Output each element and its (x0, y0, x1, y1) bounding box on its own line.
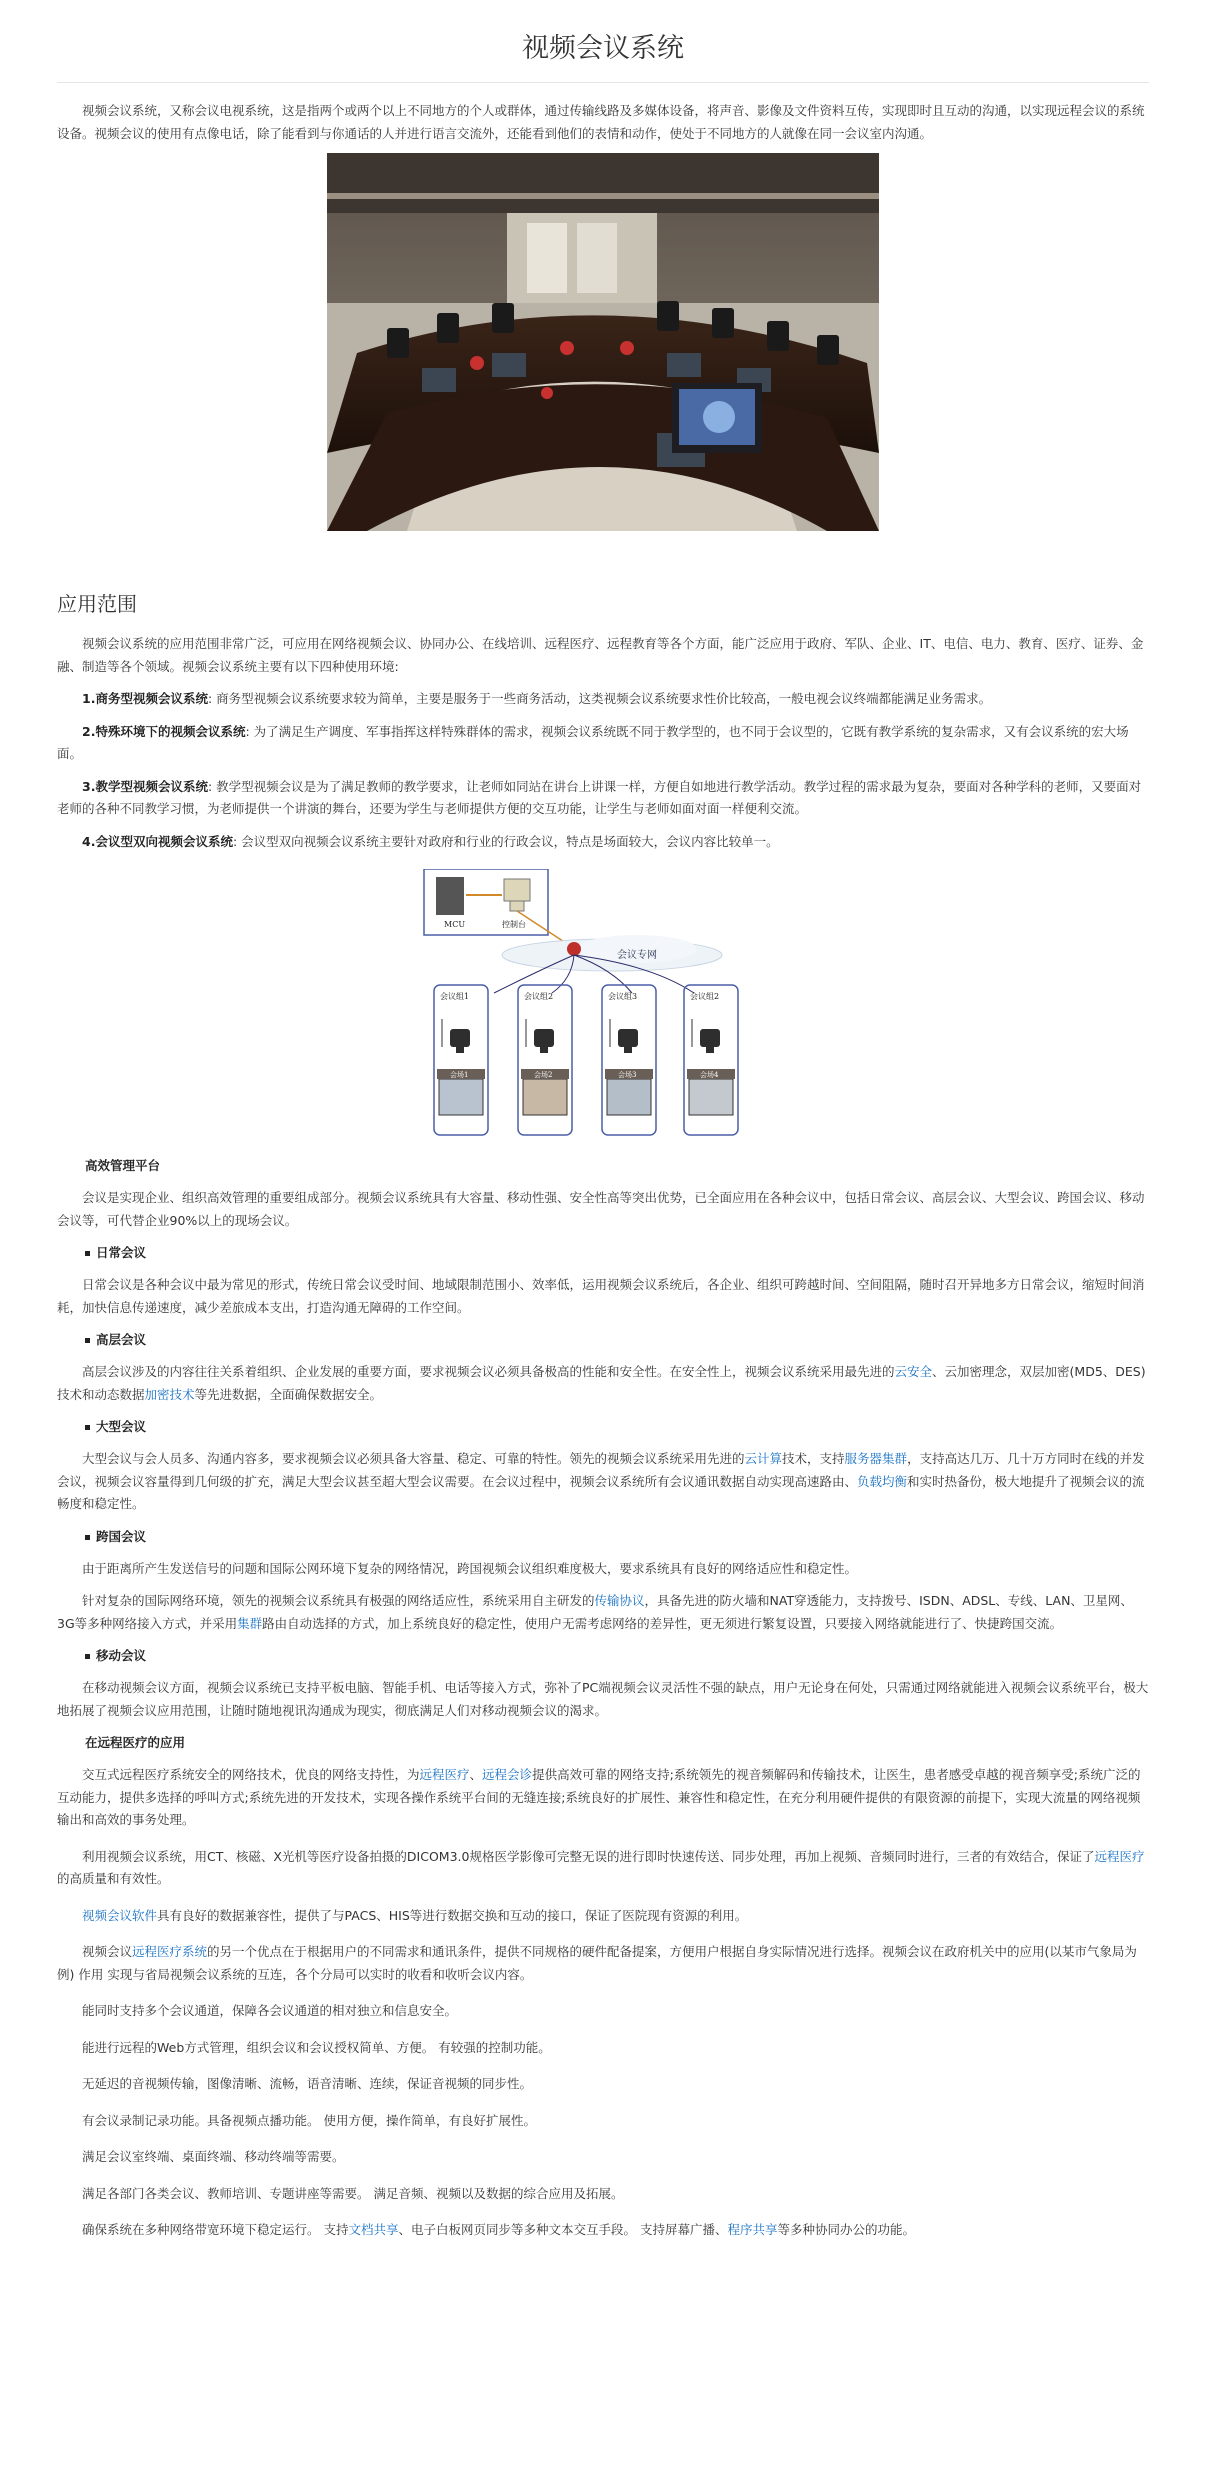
type-4-text: : 会议型双向视频会议系统主要针对政府和行业的行政会议，特点是场面较大，会议内容比较单一。 (232, 833, 779, 849)
type-3 (57, 776, 1149, 821)
type-3-text: : 教学型视频会议是为了满足教师的教学要求，让老师如同站在讲台上讲课一样，方便自如地进行教学活动。教学过程的需求最为复杂，要面对各种学科的老师，又要面对老师的各种不同教学习惯，为老师提供一个讲演的舞台，还要为学生与老师提供方便的交互功能，让学生与老师如面对面一样便利交流。 (57, 778, 1142, 816)
type-1-text: : 商务型视频会议系统要求较为简单，主要是服务于一些商务活动，这类视频会议系统要求性价比较高，一般电视会议终端都能满足业务需求。 (207, 691, 992, 706)
cross-text-1: 由于距离所产生发送信号的问题和国际公网环境下复杂的网络情况，跨国视频会议组织难度极大，要求系统具有良好的网络适应性和稳定性。 (82, 1560, 858, 1576)
feature-item: 能同时支持多个会议通道，保障各会议通道的相对独立和信息安全。 (82, 2003, 458, 2018)
link-program-share[interactable]: 程序共享 (727, 2222, 778, 2237)
title-divider (57, 82, 1149, 83)
link-remote-medical-system[interactable]: 远程医疗系统 (132, 1944, 208, 1959)
text-span: 等先进数据，全面确保数据安全。 (194, 1386, 383, 1402)
mgmt-heading: 高效管理平台 (85, 1158, 161, 1173)
medical-text-4 (57, 1941, 1149, 1986)
article (57, 0, 1149, 2242)
large-heading (57, 1416, 1149, 1438)
mobile-heading (57, 1645, 1149, 1667)
group-label: 会议组1 (440, 992, 470, 1001)
link-cloud-computing[interactable]: 云计算 (744, 1451, 783, 1466)
text-span: ，具备先进的防火墙和NAT穿透能力，支持拨号、ISDN、ADSL、专线、LAN、卫星网、3G等多种网络接入方式，并采用 (57, 1593, 1133, 1631)
text-span: 确保系统在多种网络带宽环境下稳定运行。 支持 (82, 2222, 349, 2237)
scope-heading: 应用范围 (57, 592, 137, 616)
type-2-text: : 为了满足生产调度、军事指挥这样特殊群体的需求，视频会议系统既不同于教学型的，也不同于会议型的，它既有教学系统的复杂需求，又有会议系统的宏大场面。 (57, 723, 1129, 761)
network-diagram (422, 869, 784, 1147)
feature-item: 有会议录制记录功能。具备视频点播功能。 使用方便，操作简单，有良好扩展性。 (82, 2112, 536, 2128)
scope-intro: 视频会议系统的应用范围非常广泛，可应用在网络视频会议、协同办公、在线培训、远程医疗、远程教育等各个方面，能广泛应用于政府、军队、企业、IT、电信、电力、教育、医疗、证券、金融、制造等各个领域。视频会议系统主要有以下四种使用环境: (57, 636, 1144, 674)
text-span: 、云加密理念，双层加密(MD5、DES)技术和动态数据 (57, 1364, 1146, 1402)
mgmt-text: 会议是实现企业、组织高效管理的重要组成部分。视频会议系统具有大容量、移动性强、安全性高等突出优势，已全面应用在各种会议中，包括日常会议、高层会议、大型会议、跨国会议、移动会议等，可代替企业90%以上的现场会议。 (57, 1190, 1145, 1228)
large-text (57, 1448, 1149, 1516)
text-span: 的另一个优点在于根据用户的不同需求和通讯条件，提供不同规格的硬件配备提案，方便用户根据自身实际情况进行选择。视频会议在政府机关中的应用(以某市气象局为例) 作用 实现与省局视频会议系统的互连，各个分局可以实时的收看和收听会议内容。 (57, 1944, 1137, 1982)
link-remote-consultation[interactable]: 远程会诊 (482, 1767, 533, 1782)
last-line (57, 2219, 1149, 2242)
type-4-label: 4.会议型双向视频会议系统 (82, 833, 233, 849)
text-span: ，支持高达几万、几十万方同时在线的并发会议，视频会议容量得到几何级的扩充，满足大型会议甚至超大型会议需要。在会议过程中，视频会议系统所有会议通讯数据自动实现高速路由、 (57, 1451, 1145, 1489)
link-cluster[interactable]: 集群 (237, 1615, 263, 1631)
venue-label: 会场1 (450, 1071, 469, 1079)
type-1-label: 1.商务型视频会议系统 (82, 691, 208, 706)
feature-item: 能进行远程的Web方式管理，组织会议和会议授权简单、方便。 有较强的控制功能。 (82, 2039, 551, 2055)
network-label: 会议专网 (617, 950, 657, 961)
feature-item: 满足会议室终端、桌面终端、移动终端等需要。 (82, 2149, 345, 2164)
group-label: 会议组3 (608, 992, 638, 1001)
type-2 (57, 721, 1149, 766)
link-remote-medical[interactable]: 远程医疗 (419, 1767, 470, 1782)
text-span: 针对复杂的国际网络环境，领先的视频会议系统具有极强的网络适应性，系统采用自主研发的 (82, 1593, 595, 1608)
text-span: 等多种协同办公的功能。 (777, 2222, 916, 2237)
link-remote-medical[interactable]: 远程医疗 (1094, 1848, 1145, 1864)
router-icon (567, 942, 581, 956)
cross-heading-label: 跨国会议 (96, 1528, 147, 1544)
text-span: 具有良好的数据兼容性，提供了与PACS、HIS等进行数据交换和互动的接口，保证了医院现有资源的利用。 (157, 1907, 748, 1923)
large-heading-label: 大型会议 (96, 1419, 147, 1434)
bullet-icon (85, 1338, 90, 1343)
daily-heading-label: 日常会议 (96, 1245, 147, 1260)
control-label: 控制台 (502, 920, 526, 929)
venue-label: 会场3 (618, 1071, 637, 1079)
senior-heading (57, 1329, 1149, 1351)
venue-label: 会场2 (534, 1071, 553, 1079)
bullet-icon (85, 1251, 90, 1256)
text-span: 的高质量和有效性。 (57, 1871, 170, 1886)
bullet-icon (85, 1535, 90, 1540)
text-span: 高层会议涉及的内容往往关系着组织、企业发展的重要方面，要求视频会议必须具备极高的性能和安全性。在安全性上，视频会议系统采用最先进的 (82, 1364, 895, 1379)
text-span: 技术，支持 (782, 1451, 845, 1466)
link-server-cluster[interactable]: 服务器集群 (844, 1451, 908, 1466)
link-load-balancing[interactable]: 负载均衡 (857, 1473, 908, 1489)
control-pc-icon (504, 879, 530, 901)
text-span: 和实时热备份，极大地提升了视频会议的流畅度和稳定性。 (57, 1473, 1145, 1511)
group-label: 会议组2 (524, 992, 554, 1001)
medical-text-1 (57, 1764, 1149, 1832)
page-title: 视频会议系统 (522, 33, 684, 64)
type-2-label: 2.特殊环境下的视频会议系统 (82, 723, 246, 739)
bullet-icon (85, 1654, 90, 1659)
medical-text-3 (57, 1905, 1149, 1928)
type-3-label: 3.教学型视频会议系统 (82, 778, 208, 794)
feature-item: 无延迟的音视频传输，图像清晰、流畅，语音清晰、连续，保证音视频的同步性。 (82, 2076, 533, 2091)
conference-groups (434, 985, 738, 1135)
text-span: 大型会议与会人员多、沟通内容多，要求视频会议必须具备大容量、稳定、可靠的特性。领先的视频会议系统采用先进的 (82, 1451, 745, 1466)
text-span: 视频会议 (82, 1944, 133, 1959)
venue-label: 会场4 (700, 1071, 719, 1079)
feature-item: 满足各部门各类会议、教师培训、专题讲座等需要。 满足音频、视频以及数据的综合应用及拓展。 (82, 2185, 624, 2201)
group-label: 会议组2 (690, 992, 720, 1001)
medical-heading: 在远程医疗的应用 (85, 1735, 186, 1750)
bullet-icon (85, 1425, 90, 1430)
mobile-heading-label: 移动会议 (96, 1648, 147, 1663)
text-span: 路由自动选择的方式，加上系统良好的稳定性，使用户无需考虑网络的差异性，更无须进行繁复设置，只要接入网络就能进行了、快捷跨国交流。 (262, 1615, 1063, 1631)
cross-text-2 (57, 1590, 1149, 1635)
cross-heading (57, 1526, 1149, 1548)
medical-text-2 (57, 1846, 1149, 1891)
daily-heading (57, 1242, 1149, 1264)
link-encryption[interactable]: 加密技术 (144, 1386, 195, 1402)
conference-room-photo (327, 153, 879, 531)
intro-paragraph: 视频会议系统，又称会议电视系统，这是指两个或两个以上不同地方的个人或群体，通过传输线路及多媒体设备，将声音、影像及文件资料互传，实现即时且互动的沟通，以实现远程会议的系统设备。视频会议的使用有点像电话，除了能看到与你通话的人并进行语言交流外，还能看到他们的表情和动作，使处于不同地方的人就像在同一会议室内沟通。 (57, 103, 1145, 141)
mcu-icon (436, 877, 464, 915)
link-cloud-security[interactable]: 云安全 (894, 1364, 933, 1379)
text-span: 提供高效可靠的网络支持;系统领先的视音频解码和传输技术，让医生，患者感受卓越的视音频享受;系统广泛的互动能力，提供多选择的呼叫方式;系统先进的开发技术，实现各操作系统平台间的无缝连接;系统良好的扩展性、兼容性和稳定性，在充分利用硬件提供的有限资源的前提下，实现大流量的网络视频输出和高效的事务处理。 (57, 1767, 1141, 1827)
link-transport-protocol[interactable]: 传输协议 (594, 1593, 645, 1608)
senior-heading-label: 高层会议 (96, 1332, 147, 1347)
type-4 (57, 831, 1149, 854)
daily-text: 日常会议是各种会议中最为常见的形式，传统日常会议受时间、地域限制范围小、效率低，运用视频会议系统后，各企业、组织可跨越时间、空间阻隔，随时召开异地多方日常会议，缩短时间消耗，加快信息传递速度，减少差旅成本支出，打造沟通无障碍的工作空间。 (57, 1277, 1145, 1315)
link-video-software[interactable]: 视频会议软件 (82, 1907, 158, 1923)
link-doc-share[interactable]: 文档共享 (348, 2222, 399, 2237)
mcu-label: MCU (444, 920, 466, 929)
text-span: 利用视频会议系统，用CT、核磁、X光机等医疗设备拍摄的DICOM3.0规格医学影像可完整无误的进行即时快速传送、同步处理，再加上视频、音频同时进行，三者的有效结合，保证了 (82, 1848, 1095, 1864)
text-span: 交互式远程医疗系统安全的网络技术，优良的网络支持性，为 (82, 1767, 420, 1782)
type-1 (57, 688, 1149, 711)
text-span: 、 (469, 1767, 483, 1782)
text-span: 、电子白板网页同步等多种文本交互手段。 支持屏幕广播、 (398, 2222, 728, 2237)
senior-text (57, 1361, 1149, 1406)
mobile-text: 在移动视频会议方面，视频会议系统已支持平板电脑、智能手机、电话等接入方式，弥补了PC端视频会议灵活性不强的缺点，用户无论身在何处，只需通过网络就能进入视频会议系统平台，极大地拓展了视频会议应用范围，让随时随地视讯沟通成为现实，彻底满足人们对移动视频会议的渴求。 (57, 1680, 1149, 1718)
